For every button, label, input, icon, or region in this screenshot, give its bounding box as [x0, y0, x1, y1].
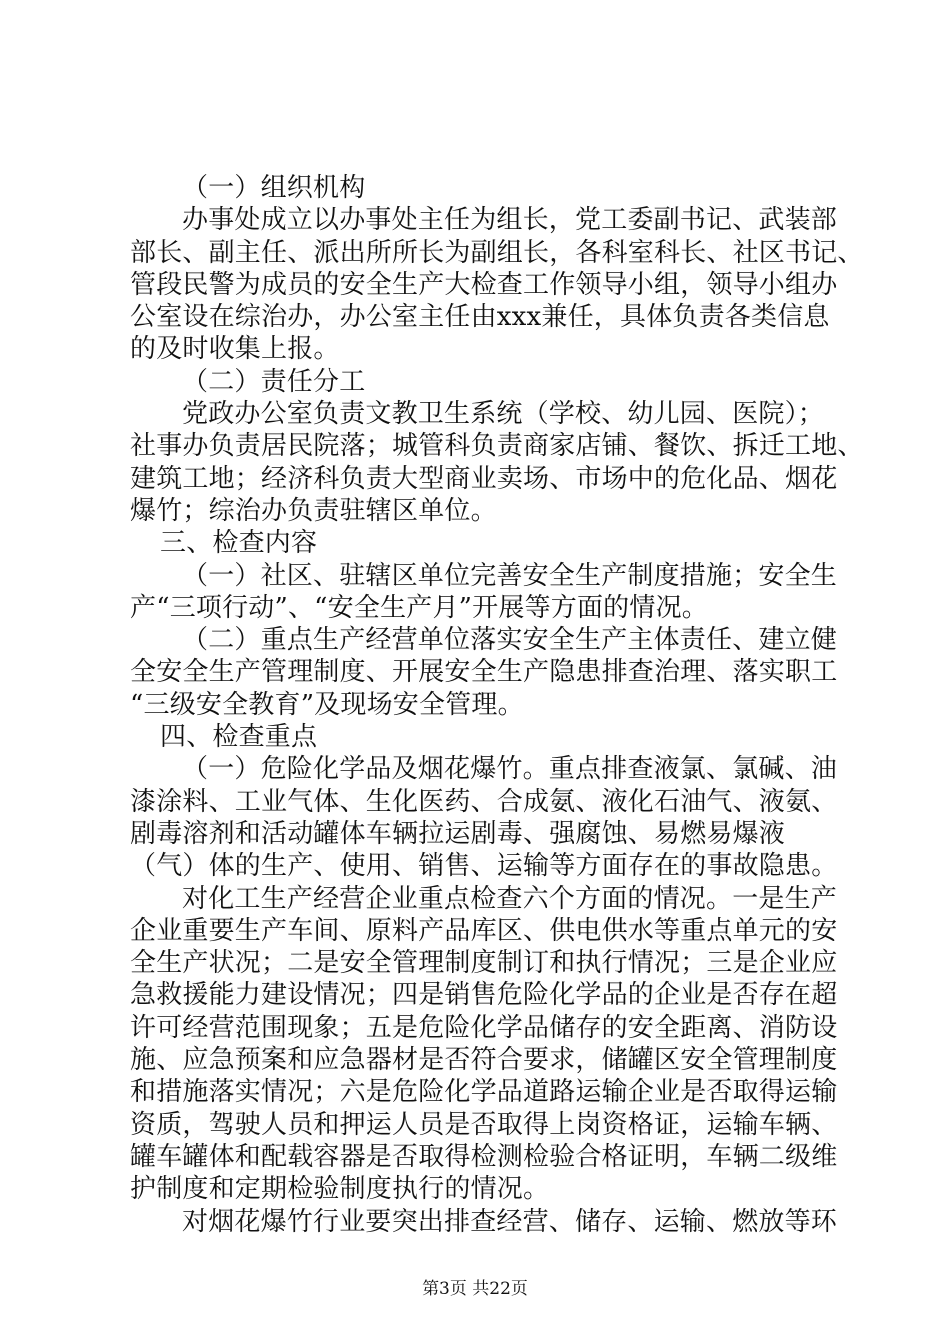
text-line: 的及时收集上报。 — [130, 334, 340, 365]
text-line: （一）危险化学品及烟花爆竹。重点排查液氯、氯碱、油 — [182, 754, 838, 785]
text-line: 急救援能力建设情况；四是销售危险化学品的企业是否存在超 — [130, 980, 838, 1011]
text-line: （一）社区、驻辖区单位完善安全生产制度措施；安全生 — [182, 560, 838, 591]
text-line: 部长、副主任、派出所所长为副组长，各科室科长、社区书记、 — [130, 237, 864, 268]
text-line: 党政办公室负责文教卫生系统（学校、幼儿园、医院）； — [182, 399, 825, 430]
text-line: 爆竹；综治办负责驻辖区单位。 — [130, 495, 497, 526]
text-line: 漆涂料、工业气体、生化医药、合成氨、液化石油气、液氨、 — [130, 786, 838, 817]
text-line: 资质，驾驶人员和押运人员是否取得上岗资格证，运输车辆、 — [130, 1109, 838, 1140]
text-line: 全安全生产管理制度、开展安全生产隐患排查治理、落实职工 — [130, 657, 838, 688]
page-footer — [0, 1278, 950, 1300]
text-line: 全生产状况；二是安全管理制度制订和执行情况；三是企业应 — [130, 948, 838, 979]
text-line: 许可经营范围现象；五是危险化学品储存的安全距离、消防设 — [130, 1012, 838, 1043]
page-number: 第3页 — [422, 1279, 467, 1299]
text-line: 管段民警为成员的安全生产大检查工作领导小组，领导小组办 — [130, 269, 838, 300]
text-line: 三、检查内容 — [160, 528, 318, 559]
text-line: 护制度和定期检验制度执行的情况。 — [130, 1174, 550, 1205]
text-line: 对烟花爆竹行业要突出排查经营、储存、运输、燃放等环 — [182, 1206, 838, 1237]
text-line: 和措施落实情况；六是危险化学品道路运输企业是否取得运输 — [130, 1077, 838, 1108]
text-line: 产“三项行动”、“安全生产月”开展等方面的情况。 — [130, 592, 708, 623]
text-line: （二）重点生产经营单位落实安全生产主体责任、建立健 — [182, 625, 838, 656]
page-total: 共22页 — [472, 1279, 528, 1299]
text-line: 对化工生产经营企业重点检查六个方面的情况。一是生产 — [182, 883, 838, 914]
text-line: 企业重要生产车间、原料产品库区、供电供水等重点单元的安 — [130, 915, 838, 946]
text-line: （二）责任分工 — [182, 366, 366, 397]
text-line: 办事处成立以办事处主任为组长，党工委副书记、武装部 — [182, 205, 838, 236]
text-line: （一）组织机构 — [182, 173, 366, 203]
text-line: 罐车罐体和配载容器是否取得检测检验合格证明，车辆二级维 — [130, 1141, 838, 1172]
document-body — [130, 172, 864, 1238]
text-line: 社事办负责居民院落；城管科负责商家店铺、餐饮、拆迁工地、 — [130, 431, 864, 462]
text-line: 剧毒溶剂和活动罐体车辆拉运剧毒、强腐蚀、易燃易爆液 — [130, 818, 786, 849]
text-line: （气）体的生产、使用、销售、运输等方面存在的事故隐患。 — [130, 851, 838, 882]
text-line: 公室设在综治办，办公室主任由xxx兼任，具体负责各类信息 — [130, 302, 830, 333]
text-line: “三级安全教育”及现场安全管理。 — [130, 689, 524, 720]
text-line: 四、检查重点 — [160, 722, 318, 753]
text-line: 建筑工地；经济科负责大型商业卖场、市场中的危化品、烟花 — [130, 463, 838, 494]
text-line: 施、应急预案和应急器材是否符合要求，储罐区安全管理制度 — [130, 1045, 838, 1076]
